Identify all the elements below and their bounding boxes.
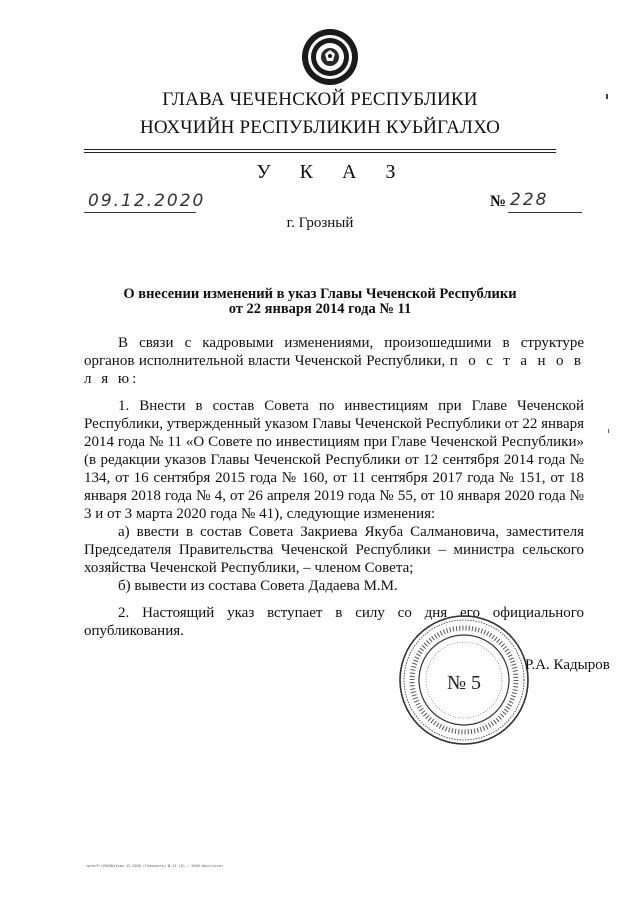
item-1b: б) вывести из состава Совета Дадаева М.М.: [118, 578, 398, 594]
preamble-paragraph: [84, 334, 584, 388]
item-1: 1. Внести в состав Совета по инвестициям при Главе Чеченской Республики, утвержденный указом Главы Чеченской Республики от 22 января 2014 года № 11 «О Совете по инвестициям при Главе Чеченской Республики» (в редакции указов Главы Чеченской Республики от 12 сентября 2014 года № 134, от 16 сентября 2015 года № 160, от 11 сентября 2017 года № 151, от 18 января 2018 года № 4, от 26 апреля 2019 года № 55, от 10 января 2020 года № 3 и от 3 марта 2020 года № 41), следующие изменения:: [84, 398, 584, 522]
scan-mark: [608, 429, 609, 433]
seal-number: № 5: [446, 672, 482, 694]
number-underline: [508, 212, 582, 213]
coat-of-arms-icon: [301, 28, 359, 86]
preamble-text: В связи с кадровыми изменениями, произошедшими в структуре органов исполнительной власти Чеченской Республики,: [84, 335, 584, 369]
scan-mark: [606, 94, 608, 99]
header-title-russian: ГЛАВА ЧЕЧЕНСКОЙ РЕСПУБЛИКИ: [162, 89, 478, 110]
decree-type: У К А З: [256, 161, 408, 183]
preamble-resolve: п о с т а н о в л я ю:: [84, 353, 585, 387]
subject-line-1: О внесении изменений в указ Главы Чеченской Республики: [123, 286, 517, 302]
decree-date: 09.12.2020: [88, 191, 206, 211]
decree-number-label: №: [490, 193, 507, 210]
decree-number: 228: [510, 190, 549, 210]
header-divider: [84, 149, 556, 150]
decree-city: г. Грозный: [286, 215, 354, 231]
header-title-chechen: НОХЧИЙН РЕСПУБЛИКИН КУЬЙГАЛХО: [139, 117, 501, 138]
signatory-name: Р.А. Кадыров: [525, 657, 610, 673]
official-seal: [397, 613, 531, 747]
item-1a: а) ввести в состав Совета Закриева Якуба Салмановича, заместителя Председателя Правительства Чеченской Республики – министра сельского хозяйства Чеченской Республики, – членом Совета;: [84, 524, 584, 576]
subject-line-2: от 22 января 2014 года № 11: [228, 301, 412, 317]
decree-subject: [84, 287, 556, 317]
decree-body: [84, 334, 584, 640]
item-2: 2. Настоящий указ вступает в силу со дня его официального опубликования.: [84, 605, 584, 639]
footer-file-path: <pre>P:\УКАЗЫ\Указ 12.2020 (Гласность) № 11 (6) – 2020.docx</pre>: [86, 864, 223, 868]
date-underline: [84, 212, 196, 213]
header-divider-thin: [84, 152, 556, 153]
